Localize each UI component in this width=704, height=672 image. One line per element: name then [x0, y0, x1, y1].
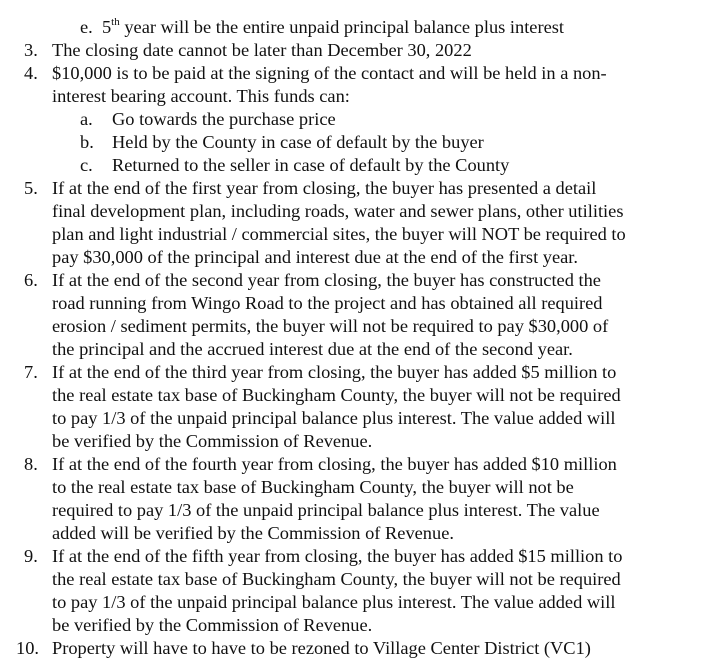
- item-line: to pay 1/3 of the unpaid principal balance plus interest. The value added will: [52, 592, 616, 612]
- item-line: pay $30,000 of the principal and interest due at the end of the first year.: [52, 247, 579, 267]
- subitem-marker: c.: [80, 155, 93, 175]
- item-line: If at the end of the second year from closing, the buyer has constructed the: [52, 270, 601, 290]
- item-line: road running from Wingo Road to the project and has obtained all required: [52, 293, 603, 313]
- item-line: If at the end of the fifth year from closing, the buyer has added $15 million to: [52, 546, 623, 566]
- item-line: plan and light industrial / commercial sites, the buyer will NOT be required to: [52, 224, 626, 244]
- item-line: to the real estate tax base of Buckingham County, the buyer will not be: [52, 477, 574, 497]
- item-line: The closing date cannot be later than December 30, 2022: [52, 40, 472, 60]
- item-line: interest bearing account. This funds can:: [52, 86, 350, 106]
- item-number: 10.: [16, 638, 39, 658]
- subitem-text: year will be the entire unpaid principal balance plus interest: [124, 17, 565, 37]
- item-number: 6.: [24, 270, 38, 290]
- item-number: 8.: [24, 454, 38, 474]
- item-line: the principal and the accrued interest due at the end of the second year.: [52, 339, 573, 359]
- subitem-e: [80, 16, 564, 39]
- ordinal-number: 5: [101, 17, 112, 37]
- item-number: 3.: [24, 40, 38, 60]
- subitem-text: Go towards the purchase price: [112, 109, 336, 129]
- item-line: to pay 1/3 of the unpaid principal balance plus interest. The value added will: [52, 408, 616, 428]
- subitem-text: Returned to the seller in case of default by the County: [112, 155, 510, 175]
- subitem-marker: b.: [80, 132, 94, 152]
- item-line: final development plan, including roads, water and sewer plans, other utilities: [52, 201, 624, 221]
- item-number: 9.: [24, 546, 38, 566]
- item-line: If at the end of the third year from closing, the buyer has added $5 million to: [52, 362, 617, 382]
- item-line: the real estate tax base of Buckingham County, the buyer will not be required: [52, 569, 621, 589]
- item-number: 5.: [24, 178, 38, 198]
- subitem-marker: e.: [80, 17, 93, 37]
- item-number: 7.: [24, 362, 38, 382]
- item-line: $10,000 is to be paid at the signing of the contact and will be held in a non-: [52, 63, 607, 83]
- item-line: be verified by the Commission of Revenue.: [52, 431, 373, 451]
- item-number: 4.: [24, 63, 38, 83]
- ordinal-suffix: th: [111, 15, 120, 28]
- item-line: Property will have to have to be rezoned to Village Center District (VC1): [52, 638, 591, 658]
- item-line: be verified by the Commission of Revenue.: [52, 615, 373, 635]
- subitem-marker: a.: [80, 109, 93, 129]
- item-line: required to pay 1/3 of the unpaid principal balance plus interest. The value: [52, 500, 600, 520]
- subitem-text: Held by the County in case of default by the buyer: [112, 132, 484, 152]
- item-line: If at the end of the first year from closing, the buyer has presented a detail: [52, 178, 597, 198]
- item-line: the real estate tax base of Buckingham County, the buyer will not be required: [52, 385, 621, 405]
- item-line: If at the end of the fourth year from closing, the buyer has added $10 million: [52, 454, 617, 474]
- item-line: erosion / sediment permits, the buyer will not be required to pay $30,000 of: [52, 316, 609, 336]
- item-line: added will be verified by the Commission of Revenue.: [52, 523, 454, 543]
